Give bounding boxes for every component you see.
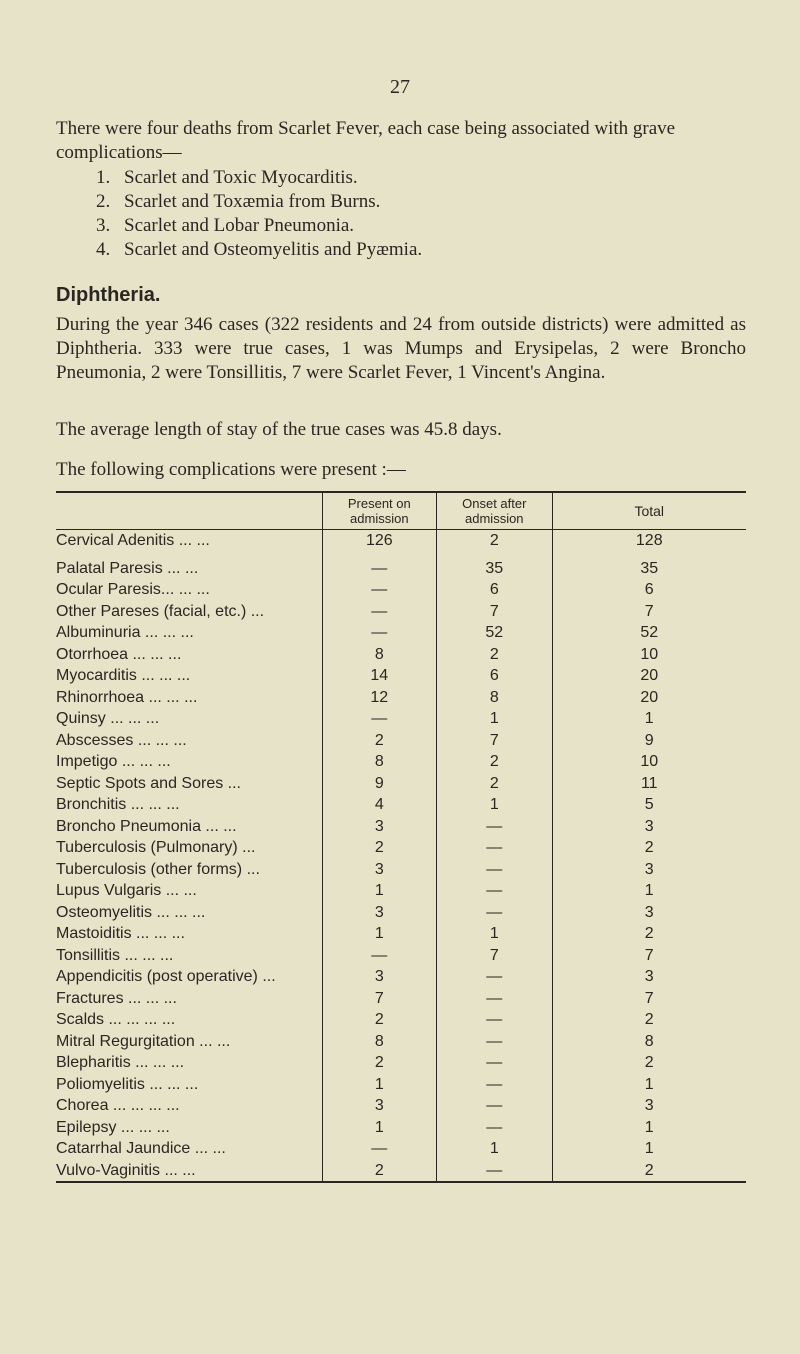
total-cell: 2 (552, 1009, 746, 1031)
total-cell: 6 (552, 579, 746, 601)
row-label: Other Pareses (facial, etc.) ... (56, 602, 265, 620)
row-label: Broncho Pneumonia ... ... (56, 817, 237, 835)
table-row (56, 816, 746, 838)
present-cell: 2 (322, 730, 436, 752)
row-label: Cervical Adenitis ... ... (56, 532, 210, 550)
total-cell: 10 (552, 644, 746, 666)
average-stay-paragraph: The average length of stay of the true cases was 45.8 days. (56, 419, 502, 440)
total-cell: 3 (552, 966, 746, 988)
onset-cell: — (437, 1095, 552, 1117)
onset-cell: 1 (437, 794, 552, 816)
total-cell: 7 (552, 988, 746, 1010)
total-cell: 3 (552, 902, 746, 924)
list-item (96, 166, 422, 190)
header-blank (56, 492, 322, 530)
total-cell: 8 (552, 1031, 746, 1053)
header-present: Present on admission (322, 492, 436, 530)
onset-cell: — (437, 1117, 552, 1139)
section-heading: Diphtheria. (56, 284, 161, 306)
deaths-list (96, 166, 422, 262)
present-cell: 3 (322, 902, 436, 924)
list-number: 1. (96, 167, 111, 188)
onset-cell: 52 (437, 622, 552, 644)
onset-cell: — (437, 837, 552, 859)
table-row (56, 579, 746, 601)
list-text: Scarlet and Osteomyelitis and Pyæmia. (124, 239, 423, 260)
table-row (56, 988, 746, 1010)
table-row (56, 601, 746, 623)
list-text: Scarlet and Toxæmia from Burns. (124, 191, 381, 212)
onset-cell: 1 (437, 1138, 552, 1160)
total-cell: 3 (552, 1095, 746, 1117)
page-number: 27 (390, 76, 410, 98)
total-cell: 5 (552, 794, 746, 816)
row-label: Myocarditis ... ... ... (56, 667, 191, 685)
list-number: 3. (96, 215, 111, 236)
table-row (56, 687, 746, 709)
onset-cell: 7 (437, 730, 552, 752)
total-cell: 1 (552, 1074, 746, 1096)
header-total: Total (552, 492, 746, 530)
onset-cell: 7 (437, 601, 552, 623)
onset-cell: — (437, 816, 552, 838)
total-cell: 2 (552, 837, 746, 859)
present-cell: 126 (322, 530, 436, 552)
onset-cell: 1 (437, 923, 552, 945)
present-cell: — (322, 552, 436, 580)
table-row (56, 794, 746, 816)
table-row (56, 751, 746, 773)
row-label: Fractures ... ... ... (56, 989, 177, 1007)
present-cell: 2 (322, 1009, 436, 1031)
total-cell: 3 (552, 816, 746, 838)
onset-cell: — (437, 902, 552, 924)
table-row (56, 945, 746, 967)
present-cell: 3 (322, 816, 436, 838)
list-item (96, 190, 422, 214)
table-row (56, 1160, 746, 1183)
present-cell: 7 (322, 988, 436, 1010)
total-cell: 2 (552, 923, 746, 945)
total-cell: 35 (552, 552, 746, 580)
onset-cell: 2 (437, 773, 552, 795)
onset-cell: 6 (437, 579, 552, 601)
row-label: Osteomyelitis ... ... ... (56, 903, 206, 921)
header-onset: Onset after admission (437, 492, 552, 530)
intro-paragraph: There were four deaths from Scarlet Fever, each case being associated with grave complications— (56, 118, 676, 163)
row-label: Tonsillitis ... ... ... (56, 946, 174, 964)
present-cell: 3 (322, 966, 436, 988)
row-label: Mastoiditis ... ... ... (56, 925, 185, 943)
total-cell: 20 (552, 665, 746, 687)
row-label: Lupus Vulgaris ... ... (56, 882, 197, 900)
total-cell: 1 (552, 1138, 746, 1160)
present-cell: — (322, 622, 436, 644)
onset-cell: — (437, 1009, 552, 1031)
row-label: Epilepsy ... ... ... (56, 1118, 170, 1136)
present-cell: 3 (322, 1095, 436, 1117)
row-label: Vulvo-Vaginitis ... ... (56, 1160, 322, 1183)
total-cell: 1 (552, 708, 746, 730)
row-label: Palatal Paresis ... ... (56, 559, 199, 577)
total-cell: 1 (552, 1117, 746, 1139)
total-cell: 3 (552, 859, 746, 881)
onset-cell: — (437, 966, 552, 988)
table-row (56, 1138, 746, 1160)
row-label: Otorrhoea ... ... ... (56, 645, 182, 663)
total-cell: 7 (552, 945, 746, 967)
row-label: Bronchitis ... ... ... (56, 796, 180, 814)
onset-cell: 7 (437, 945, 552, 967)
row-label: Quinsy ... ... ... (56, 710, 160, 728)
present-cell: 1 (322, 1117, 436, 1139)
present-cell: 2 (322, 837, 436, 859)
complications-table (56, 491, 746, 1183)
row-label: Mitral Regurgitation ... ... (56, 1032, 231, 1050)
total-cell: 1 (552, 880, 746, 902)
row-label: Impetigo ... ... ... (56, 753, 171, 771)
present-cell: — (322, 945, 436, 967)
list-text: Scarlet and Lobar Pneumonia. (124, 215, 355, 236)
list-number: 2. (96, 191, 111, 212)
complications-intro: The following complications were present :— (56, 459, 406, 480)
present-cell: 1 (322, 1074, 436, 1096)
diphtheria-paragraph: During the year 346 cases (322 residents and 24 from outside districts) were admitted as Diphtheria. 333 were true cases, 1 was Mumps and Erysipelas, 2 were Broncho Pneumonia, 2 were Tonsillitis, 7 were Scarlet Fever, 1 Vincent's Angina. (56, 314, 746, 383)
present-cell: 8 (322, 644, 436, 666)
row-label: Albuminuria ... ... ... (56, 624, 194, 642)
row-label: Poliomyelitis ... ... ... (56, 1075, 199, 1093)
present-cell: 1 (322, 923, 436, 945)
present-cell: — (322, 708, 436, 730)
row-label: Appendicitis (post operative) ... (56, 968, 276, 986)
table-row (56, 665, 746, 687)
present-cell: 2 (322, 1052, 436, 1074)
onset-cell: 2 (437, 751, 552, 773)
row-label: Tuberculosis (Pulmonary) ... (56, 839, 256, 857)
onset-cell: — (437, 1031, 552, 1053)
table-row (56, 530, 746, 552)
onset-cell: 6 (437, 665, 552, 687)
total-cell: 52 (552, 622, 746, 644)
row-label: Ocular Paresis... ... ... (56, 581, 210, 599)
row-label: Rhinorrhoea ... ... ... (56, 688, 198, 706)
table-header-row (56, 492, 746, 530)
list-item (96, 238, 422, 262)
present-cell: 9 (322, 773, 436, 795)
table-row (56, 730, 746, 752)
total-cell: 2 (552, 1160, 746, 1183)
row-label: Scalds ... ... ... ... (56, 1011, 176, 1029)
onset-cell: — (437, 1160, 552, 1183)
table-row (56, 1117, 746, 1139)
total-cell: 10 (552, 751, 746, 773)
present-cell: — (322, 1138, 436, 1160)
total-cell: 11 (552, 773, 746, 795)
onset-cell: 2 (437, 644, 552, 666)
present-cell: 12 (322, 687, 436, 709)
present-cell: 8 (322, 751, 436, 773)
table-row (56, 1052, 746, 1074)
onset-cell: 2 (437, 530, 552, 552)
row-label: Catarrhal Jaundice ... ... (56, 1140, 226, 1158)
onset-cell: — (437, 1052, 552, 1074)
total-cell: 20 (552, 687, 746, 709)
present-cell: — (322, 579, 436, 601)
row-label: Abscesses ... ... ... (56, 731, 187, 749)
present-cell: 3 (322, 859, 436, 881)
table-row (56, 622, 746, 644)
total-cell: 9 (552, 730, 746, 752)
table-row (56, 880, 746, 902)
row-label: Blepharitis ... ... ... (56, 1054, 185, 1072)
table-row (56, 644, 746, 666)
onset-cell: 8 (437, 687, 552, 709)
present-cell: 2 (322, 1160, 436, 1183)
table-row (56, 1095, 746, 1117)
total-cell: 7 (552, 601, 746, 623)
onset-cell: — (437, 988, 552, 1010)
onset-cell: 1 (437, 708, 552, 730)
onset-cell: — (437, 1074, 552, 1096)
total-cell: 2 (552, 1052, 746, 1074)
present-cell: 8 (322, 1031, 436, 1053)
present-cell: — (322, 601, 436, 623)
onset-cell: — (437, 859, 552, 881)
present-cell: 14 (322, 665, 436, 687)
onset-cell: — (437, 880, 552, 902)
list-item (96, 214, 422, 238)
table-row (56, 1031, 746, 1053)
table-row (56, 1074, 746, 1096)
list-number: 4. (96, 239, 111, 260)
row-label: Chorea ... ... ... ... (56, 1097, 180, 1115)
table-row (56, 966, 746, 988)
table-row (56, 923, 746, 945)
onset-cell: 35 (437, 552, 552, 580)
total-cell: 128 (552, 530, 746, 552)
row-label: Tuberculosis (other forms) ... (56, 860, 260, 878)
table-row (56, 552, 746, 580)
table-row (56, 708, 746, 730)
table-row (56, 859, 746, 881)
present-cell: 4 (322, 794, 436, 816)
row-label: Septic Spots and Sores ... (56, 774, 241, 792)
table-row (56, 837, 746, 859)
table-row (56, 1009, 746, 1031)
present-cell: 1 (322, 880, 436, 902)
table-row (56, 902, 746, 924)
table-row (56, 773, 746, 795)
list-text: Scarlet and Toxic Myocarditis. (124, 167, 358, 188)
